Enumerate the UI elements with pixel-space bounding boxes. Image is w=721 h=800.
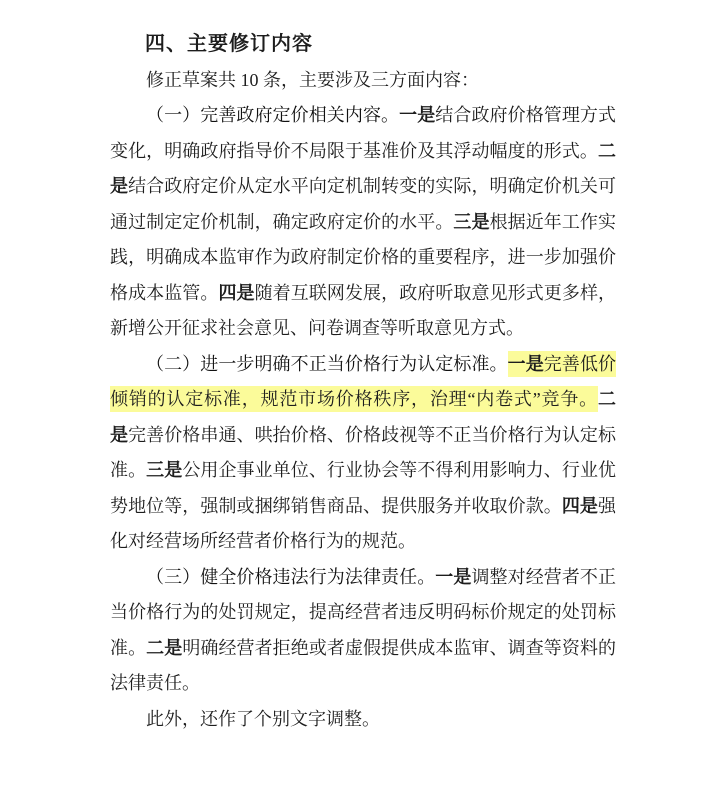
text-segment: 三是: [453, 211, 490, 232]
text-segment: 一是: [435, 566, 472, 587]
text-segment: 践，明确成本监审作为政府制定价格的重要程序，进一步加强价: [110, 247, 616, 267]
text-segment: 三是: [146, 460, 183, 480]
text-segment: （一）完善政府定价相关内容。: [146, 105, 400, 125]
text-segment: 势地位等，强制或捆绑销售商品、提供服务并收取价款。: [110, 495, 562, 516]
text-line: [110, 63, 616, 99]
text-segment: 二是: [146, 637, 183, 658]
text-segment: 是: [110, 176, 129, 196]
text-line: [110, 453, 616, 489]
section-heading: 四、主要修订内容: [145, 33, 313, 55]
text-segment: 完善价格串通、哄抬价格、价格歧视等不正当价格行为认定标: [128, 424, 617, 445]
text-segment: 强: [598, 495, 617, 516]
text-segment: （三）健全价格违法行为法律责任。: [146, 566, 436, 587]
text-segment: 四是: [561, 495, 599, 516]
text-segment: 明确经营者拒绝或者虚假提供成本监审、调查等资料的: [182, 637, 617, 658]
text-line: [110, 595, 616, 631]
text-segment: 四是: [218, 282, 255, 303]
text-segment: 当价格行为的处罚规定，提高经营者违反明码标价规定的处罚标: [110, 602, 616, 622]
text-line: [110, 205, 616, 241]
highlighted-text: 一是: [508, 351, 544, 377]
text-segment: 格成本监管。: [110, 282, 219, 303]
text-line: [110, 524, 616, 560]
text-segment: 法律责任。: [110, 673, 200, 693]
text-line: [110, 382, 616, 418]
text-segment: 修正草案共 10 条，主要涉及三方面内容：: [146, 69, 479, 90]
text-segment: 一是: [399, 105, 436, 125]
text-segment: 结合政府价格管理方式: [435, 105, 617, 125]
document-body: [110, 27, 616, 737]
text-segment: 根据近年工作实: [489, 211, 617, 232]
text-line: [110, 169, 616, 205]
text-segment: 结合政府定价从定水平向定机制转变的实际，明确定价机关可: [128, 176, 617, 196]
paragraph-lines: [110, 63, 616, 738]
text-segment: 准。: [110, 637, 147, 658]
text-line: [110, 489, 616, 525]
text-segment: 准。: [110, 460, 147, 480]
text-segment: （二）进一步明确不正当价格行为认定标准。: [146, 353, 508, 374]
text-segment: 是: [110, 424, 129, 445]
text-line: [110, 560, 616, 596]
text-line: [110, 134, 616, 170]
text-segment: 新增公开征求社会意见、问卷调查等听取意见方式。: [110, 318, 524, 338]
highlighted-text: 完善低价: [544, 351, 616, 377]
text-segment: 二: [598, 140, 616, 161]
highlighted-text: 倾销的认定标准，规范市场价格秩序，治理“内卷式”竞争。: [110, 386, 598, 412]
text-segment: 公用企事业单位、行业协会等不得利用影响力、行业优: [182, 460, 617, 480]
text-line: [110, 631, 616, 667]
text-segment: 通过制定定价机制，确定政府定价的水平。: [110, 211, 454, 232]
text-segment: 化对经营场所经营者价格行为的规范。: [110, 531, 416, 551]
text-segment: 二: [598, 389, 616, 409]
text-segment: 调整对经营者不正: [471, 566, 617, 587]
text-line: [110, 98, 616, 134]
text-line: [110, 418, 616, 454]
text-line: [110, 276, 616, 312]
text-segment: 变化，明确政府指导价不局限于基准价及其浮动幅度的形式。: [110, 140, 598, 161]
text-segment: 此外，还作了个别文字调整。: [146, 708, 380, 729]
text-line: [110, 702, 616, 738]
text-line: [110, 666, 616, 702]
text-segment: 随着互联网发展，政府听取意见形式更多样，: [254, 282, 617, 303]
text-line: [110, 347, 616, 383]
text-line: [110, 240, 616, 276]
text-line: [110, 311, 616, 347]
